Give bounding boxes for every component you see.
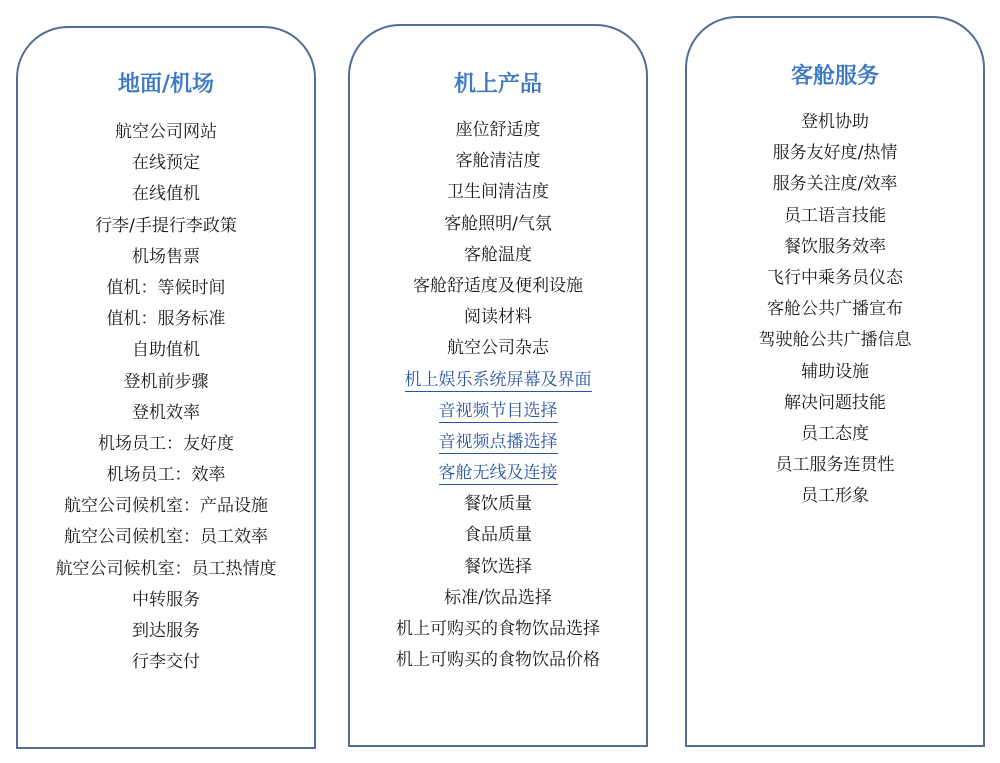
list-item (687, 294, 983, 325)
list-item (350, 115, 646, 146)
list-item (350, 645, 646, 676)
column-ground-airport (16, 26, 316, 749)
item-label: 机场售票 (132, 246, 200, 267)
item-list (18, 117, 314, 678)
column-title: 机上产品 (453, 72, 542, 97)
item-label: 食品质量 (464, 525, 532, 546)
list-item (350, 333, 646, 364)
link-item[interactable] (350, 458, 646, 489)
column-title: 地面/机场 (117, 72, 215, 97)
list-item (18, 460, 314, 491)
item-label: 阅读材料 (464, 307, 532, 328)
item-label: 客舱清洁度 (455, 151, 541, 172)
item-label: 员工态度 (801, 423, 869, 444)
item-label: 机场员工：友好度 (98, 433, 234, 454)
list-item (18, 647, 314, 678)
list-item (18, 273, 314, 304)
item-label: 在线值机 (132, 184, 200, 205)
item-label: 航空公司候机室：员工效率 (64, 527, 268, 548)
list-item (350, 583, 646, 614)
item-label: 飞行中乘务员仪态 (767, 267, 903, 288)
item-label: 在线预定 (132, 153, 200, 174)
item-label: 自助值机 (132, 340, 200, 361)
item-label: 航空公司网站 (115, 122, 217, 142)
list-item (350, 520, 646, 551)
list-item (18, 522, 314, 553)
list-item (687, 169, 983, 200)
list-item (350, 271, 646, 302)
list-item (18, 367, 314, 398)
list-item (687, 357, 983, 388)
item-label: 客舱温度 (464, 244, 532, 265)
item-label[interactable]: 音视频点播选择 (438, 431, 558, 452)
item-list (687, 107, 983, 512)
item-label: 标准/饮品选择 (444, 587, 552, 608)
item-label: 值机：等候时间 (106, 277, 226, 298)
item-label: 餐饮质量 (464, 494, 532, 515)
list-item (18, 148, 314, 179)
item-label: 辅助设施 (801, 361, 869, 382)
item-label: 航空公司候机室：员工热情度 (55, 558, 277, 579)
list-item (18, 117, 314, 148)
link-item[interactable] (350, 365, 646, 396)
item-label: 到达服务 (132, 621, 200, 641)
item-label: 员工语言技能 (784, 205, 886, 226)
list-item (350, 489, 646, 520)
list-item (350, 177, 646, 208)
list-item (18, 179, 314, 210)
item-label: 员工服务连贯性 (775, 455, 895, 476)
list-item (18, 616, 314, 647)
item-label: 值机：服务标准 (106, 309, 226, 330)
item-label[interactable]: 音视频节目选择 (438, 400, 558, 421)
item-label: 员工形象 (801, 486, 869, 507)
item-label[interactable]: 机上娱乐系统屏幕及界面 (404, 369, 592, 390)
column-title: 客舱服务 (790, 64, 879, 89)
list-item (18, 554, 314, 585)
link-item[interactable] (350, 396, 646, 427)
column-inflight-product (348, 24, 648, 747)
link-item[interactable] (350, 427, 646, 458)
item-list (350, 115, 646, 676)
list-item (350, 146, 646, 177)
item-label: 驾驶舱公共广播信息 (758, 330, 912, 351)
list-item (687, 201, 983, 232)
list-item (18, 429, 314, 460)
list-item (18, 335, 314, 366)
list-item (687, 325, 983, 356)
list-item (687, 388, 983, 419)
list-item (18, 398, 314, 429)
list-item (350, 302, 646, 333)
item-label: 解决问题技能 (784, 392, 886, 413)
item-label[interactable]: 客舱无线及连接 (438, 463, 558, 484)
list-item (18, 585, 314, 616)
item-label: 座位舒适度 (455, 120, 541, 140)
list-item (687, 138, 983, 169)
item-label: 服务关注度/效率 (772, 174, 898, 195)
list-item (687, 107, 983, 138)
list-item (350, 552, 646, 583)
item-label: 客舱舒适度及便利设施 (413, 275, 583, 296)
item-label: 登机前步骤 (123, 371, 209, 392)
list-item (18, 211, 314, 242)
item-label: 客舱公共广播宣布 (767, 299, 903, 320)
list-item (687, 481, 983, 512)
list-item (350, 209, 646, 240)
item-label: 餐饮服务效率 (784, 236, 886, 257)
list-item (687, 450, 983, 481)
item-label: 航空公司候机室：产品设施 (64, 496, 268, 517)
list-item (18, 304, 314, 335)
list-item (687, 232, 983, 263)
item-label: 行李交付 (132, 652, 200, 673)
item-label: 机上可购买的食物饮品选择 (396, 619, 600, 639)
item-label: 行李/手提行李政策 (95, 215, 237, 236)
item-label: 卫生间清洁度 (447, 182, 549, 203)
item-label: 机上可购买的食物饮品价格 (396, 650, 600, 671)
item-label: 客舱照明/气氛 (444, 213, 552, 234)
item-label: 登机效率 (132, 402, 200, 423)
item-label: 登机协助 (801, 112, 869, 132)
list-item (687, 419, 983, 450)
item-label: 航空公司杂志 (447, 338, 549, 359)
list-item (18, 242, 314, 273)
list-item (350, 614, 646, 645)
list-item (350, 240, 646, 271)
list-item (18, 491, 314, 522)
column-cabin-service (685, 16, 985, 747)
item-label: 机场员工：效率 (106, 465, 226, 486)
item-label: 服务友好度/热情 (772, 143, 898, 164)
item-label: 餐饮选择 (464, 556, 532, 577)
list-item (687, 263, 983, 294)
item-label: 中转服务 (132, 589, 200, 610)
